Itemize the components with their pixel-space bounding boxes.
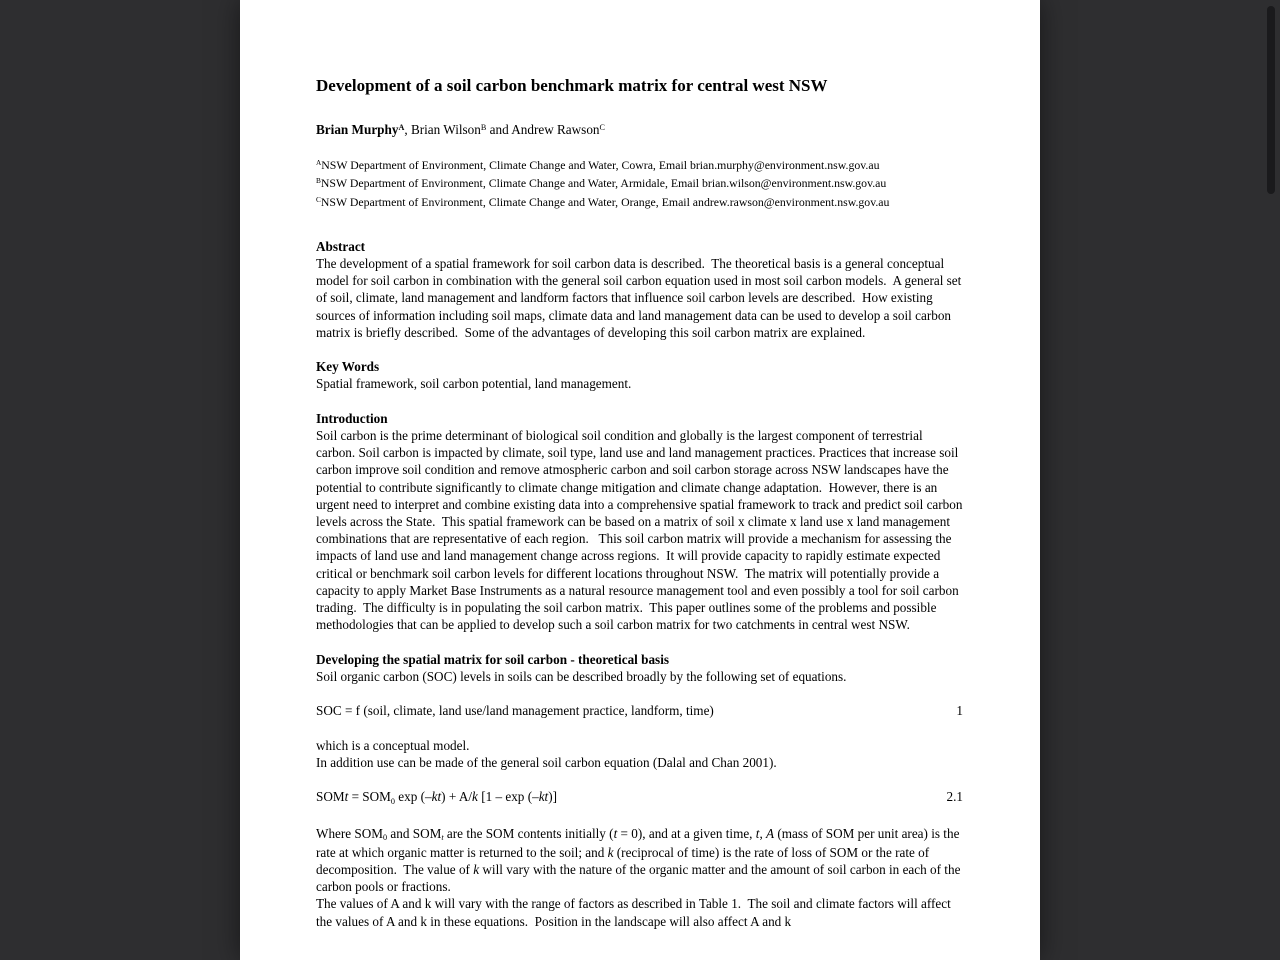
affiliation-a-superscript: A <box>316 158 322 168</box>
authors-line: Brian Murphy$^A$, Brian Wilson$^B$ and Andrew Rawson$^C$ <box>316 122 605 137</box>
theory-where-paragraph: Where SOM0 and SOMt are the SOM contents initially (t = 0), and at a given time, t, A (mass of SOM per unit area) is the rate at which organic matter is returned to the soil; and k (reciprocal of time) is the rate of loss of SOM or the rate of decomposition. The value of k will vary with the nature of the organic matter and the amount of soil carbon in each of the carbon pools or fractions. <box>316 825 964 895</box>
document-page <box>240 0 1040 960</box>
theory-model-note: which is a conceptual model. <box>316 737 470 753</box>
vertical-scrollbar-thumb[interactable] <box>1267 6 1275 194</box>
introduction-heading: Introduction <box>316 410 388 426</box>
equation-1 <box>316 702 963 719</box>
section-keywords <box>316 358 963 392</box>
theory-heading: Developing the spatial matrix for soil carbon - theoretical basis <box>316 651 669 667</box>
affiliation-c-superscript: C <box>316 194 321 204</box>
section-theory <box>316 651 963 930</box>
section-abstract <box>316 238 963 341</box>
equation-1-number: 1 <box>956 703 963 719</box>
section-introduction <box>316 410 966 634</box>
equation-1-body: SOC = f (soil, climate, land use/land management practice, landform, time) <box>316 703 714 719</box>
theory-values-paragraph: The values of A and k will vary with the range of factors as described in Table 1. The soil and climate factors will affect the values of A and k in these equations. Position in the landscape will also affect A and k <box>316 896 955 929</box>
affiliation-c <box>316 194 963 212</box>
affiliation-b-text: NSW Department of Environment, Climate Change and Water, Armidale, Email brian.wilson@environment.nsw.gov.au <box>320 176 887 191</box>
keywords-heading: Key Words <box>316 359 380 375</box>
introduction-body: Soil carbon is the prime determinant of biological soil condition and globally is the largest component of terrestrial carbon. Soil carbon is impacted by climate, soil type, land use and land management practices. Practices that increase soil carbon improve soil condition and remove atmospheric carbon and soil carbon storage across NSW landscapes have the potential to contribute significantly to climate change mitigation and climate change adaptation. However, there is an urgent need to interpret and combine existing data into a comprehensive spatial framework to track and predict soil carbon levels across the State. This spatial framework can be based on a matrix of soil x climate x land use x land management combinations that are representative of each region. This soil carbon matrix will provide a mechanism for assessing the impacts of land use and land management change across regions. It will provide capacity to rapidly estimate expected critical or benchmark soil carbon levels for different locations throughout NSW. The matrix will potentially provide a capacity to apply Market Base Instruments as a natural resource management tool and even possibly a tool for soil carbon trading. The difficulty is in populating the soil carbon matrix. This paper outlines some of the problems and possible methodologies that can be applied to develop such a soil carbon matrix for two catchments in central west NSW. <box>316 428 966 633</box>
keywords-body: Spatial framework, soil carbon potential, land management. <box>316 376 632 392</box>
abstract-body: The development of a spatial framework for soil carbon data is described. The theoretical basis is a general conceptual model for soil carbon in combination with the general soil carbon equation used in most soil carbon models. A general set of soil, climate, land management and landform factors that influence soil carbon levels are described. How existing sources of information including soil maps, climate data and land management data can be used to develop a soil carbon matrix is briefly described. Some of the advantages of developing this soil carbon matrix are explained. <box>316 256 965 340</box>
page-content <box>316 0 966 930</box>
paper-title: Development of a soil carbon benchmark matrix for central west NSW <box>316 76 828 95</box>
abstract-heading: Abstract <box>316 238 366 254</box>
theory-lead: Soil organic carbon (SOC) levels in soils can be described broadly by the following set of equations. <box>316 668 847 684</box>
theory-addition-note: In addition use can be made of the general soil carbon equation (Dalal and Chan 2001). <box>316 754 777 770</box>
equation-2-1-body: SOMt = SOM0 exp (–kt) + A/k [1 – exp (–kt)] <box>316 789 558 806</box>
affiliation-b-superscript: B <box>316 176 321 186</box>
equation-2-1 <box>316 788 963 807</box>
affiliations <box>316 157 963 212</box>
affiliation-c-text: NSW Department of Environment, Climate Change and Water, Orange, Email andrew.rawson@environment.nsw.gov.au <box>320 194 890 209</box>
affiliation-a <box>316 157 963 175</box>
affiliation-a-text: NSW Department of Environment, Climate Change and Water, Cowra, Email brian.murphy@environment.nsw.gov.au <box>321 158 880 173</box>
affiliation-b <box>316 175 963 193</box>
equation-2-1-number: 2.1 <box>946 789 963 805</box>
